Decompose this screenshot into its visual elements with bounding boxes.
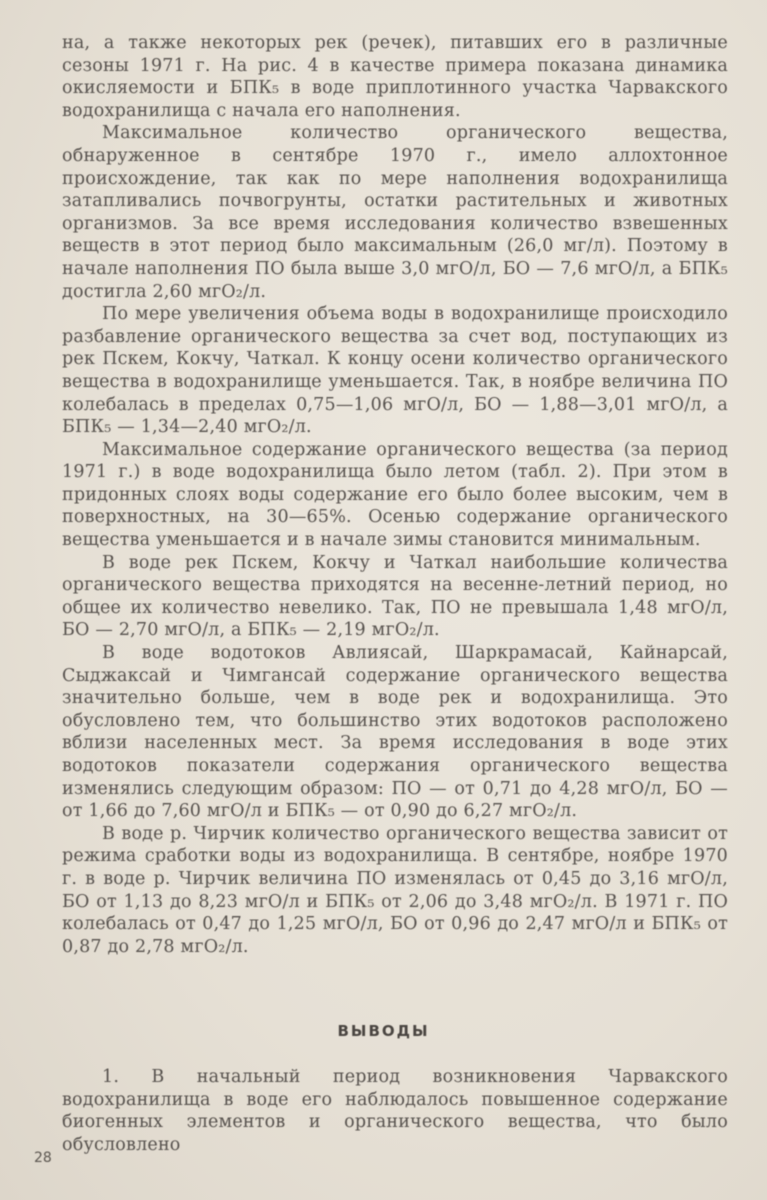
section-heading: ВЫВОДЫ [337, 1022, 430, 1040]
paragraph-4: Максимальное содержание органического вещества (за период 1971 г.) в воде водохранилища было летом (табл. 2). При этом в придонных слоях воды содержание его было более высоким, чем в поверхностных, на 30—65%. Осенью содержание органического вещества уменьшается и в начале зимы становится минимальным. [62, 439, 728, 551]
conclusion-paragraph: 1. В начальный период возникновения Чарвакского водохранилища в воде его наблюдалось повышенное содержание биогенных элементов и органического вещества, что было обусловлено [62, 1067, 728, 1155]
conclusions-text [62, 1066, 728, 1156]
paragraph-7: В воде р. Чирчик количество органического вещества зависит от режима сработки воды из водохранилища. В сентябре, ноябре 1970 г. в воде р. Чирчик величина ПО изменялась от 0,45 до 3,16 мгО/л, БО от 1,13 до 8,23 мгО/л и БПК₅ от 2,06 до 3,48 мгО₂/л. В 1971 г. ПО колебалась от 0,47 до 1,25 мгО/л, БО от 0,96 до 2,47 мгО/л и БПК₅ от 0,87 до 2,78 мгО₂/л. [62, 823, 728, 957]
paragraph-3: По мере увеличения объема воды в водохранилище происходило разбавление органического вещества за счет вод, поступающих из рек Пскем, Кокчу, Чаткал. К концу осени количество органического вещества в водохранилище уменьшается. Так, в ноябре величина ПО колебалась в пределах 0,75—1,06 мгО/л, БО — 1,88—3,01 мгО/л, а БПК₅ — 1,34—2,40 мгО₂/л. [62, 304, 728, 438]
page-number: 28 [34, 1150, 52, 1166]
paragraph-6: В воде водотоков Авлиясай, Шаркрамасай, Кайнарсай, Сыджаксай и Чимгансай содержание органического вещества значительно больше, чем в воде рек и водохранилища. Это обусловлено тем, что большинство этих водотоков расположено вблизи населенных мест. За время исследования в воде этих водотоков показатели содержания органического вещества изменялись следующим образом: ПО — от 0,71 до 4,28 мгО/л, БО — от 1,66 до 7,60 мгО/л и БПК₅ — от 0,90 до 6,27 мгО₂/л. [62, 643, 728, 822]
paragraph-5: В воде рек Пскем, Кокчу и Чаткал наибольшие количества органического вещества приходятся на весенне-летний период, но общее их количество невелико. Так, ПО не превышала 1,48 мгО/л, БО — 2,70 мгО/л, а БПК₅ — 2,19 мгО₂/л. [62, 552, 728, 641]
paragraph-2: Максимальное количество органического вещества, обнаруженное в сентябре 1970 г., имело аллохтонное происхождение, так как по мере наполнения водохранилища затапливались почвогрунты, остатки растительных и животных организмов. За все время исследования количество взвешенных веществ в этот период было максимальным (26,0 мг/л). Поэтому в начале наполнения ПО была выше 3,0 мгО/л, БО — 7,6 мгО/л, а БПК₅ достигла 2,60 мгО₂/л. [62, 123, 728, 302]
body-text [62, 32, 728, 958]
paragraph-1: на, а также некоторых рек (речек), питавших его в различные сезоны 1971 г. На рис. 4 в качестве примера показана динамика окисляемости и БПК₅ в воде приплотинного участка Чарвакского водохранилища с начала его наполнения. [62, 33, 728, 121]
